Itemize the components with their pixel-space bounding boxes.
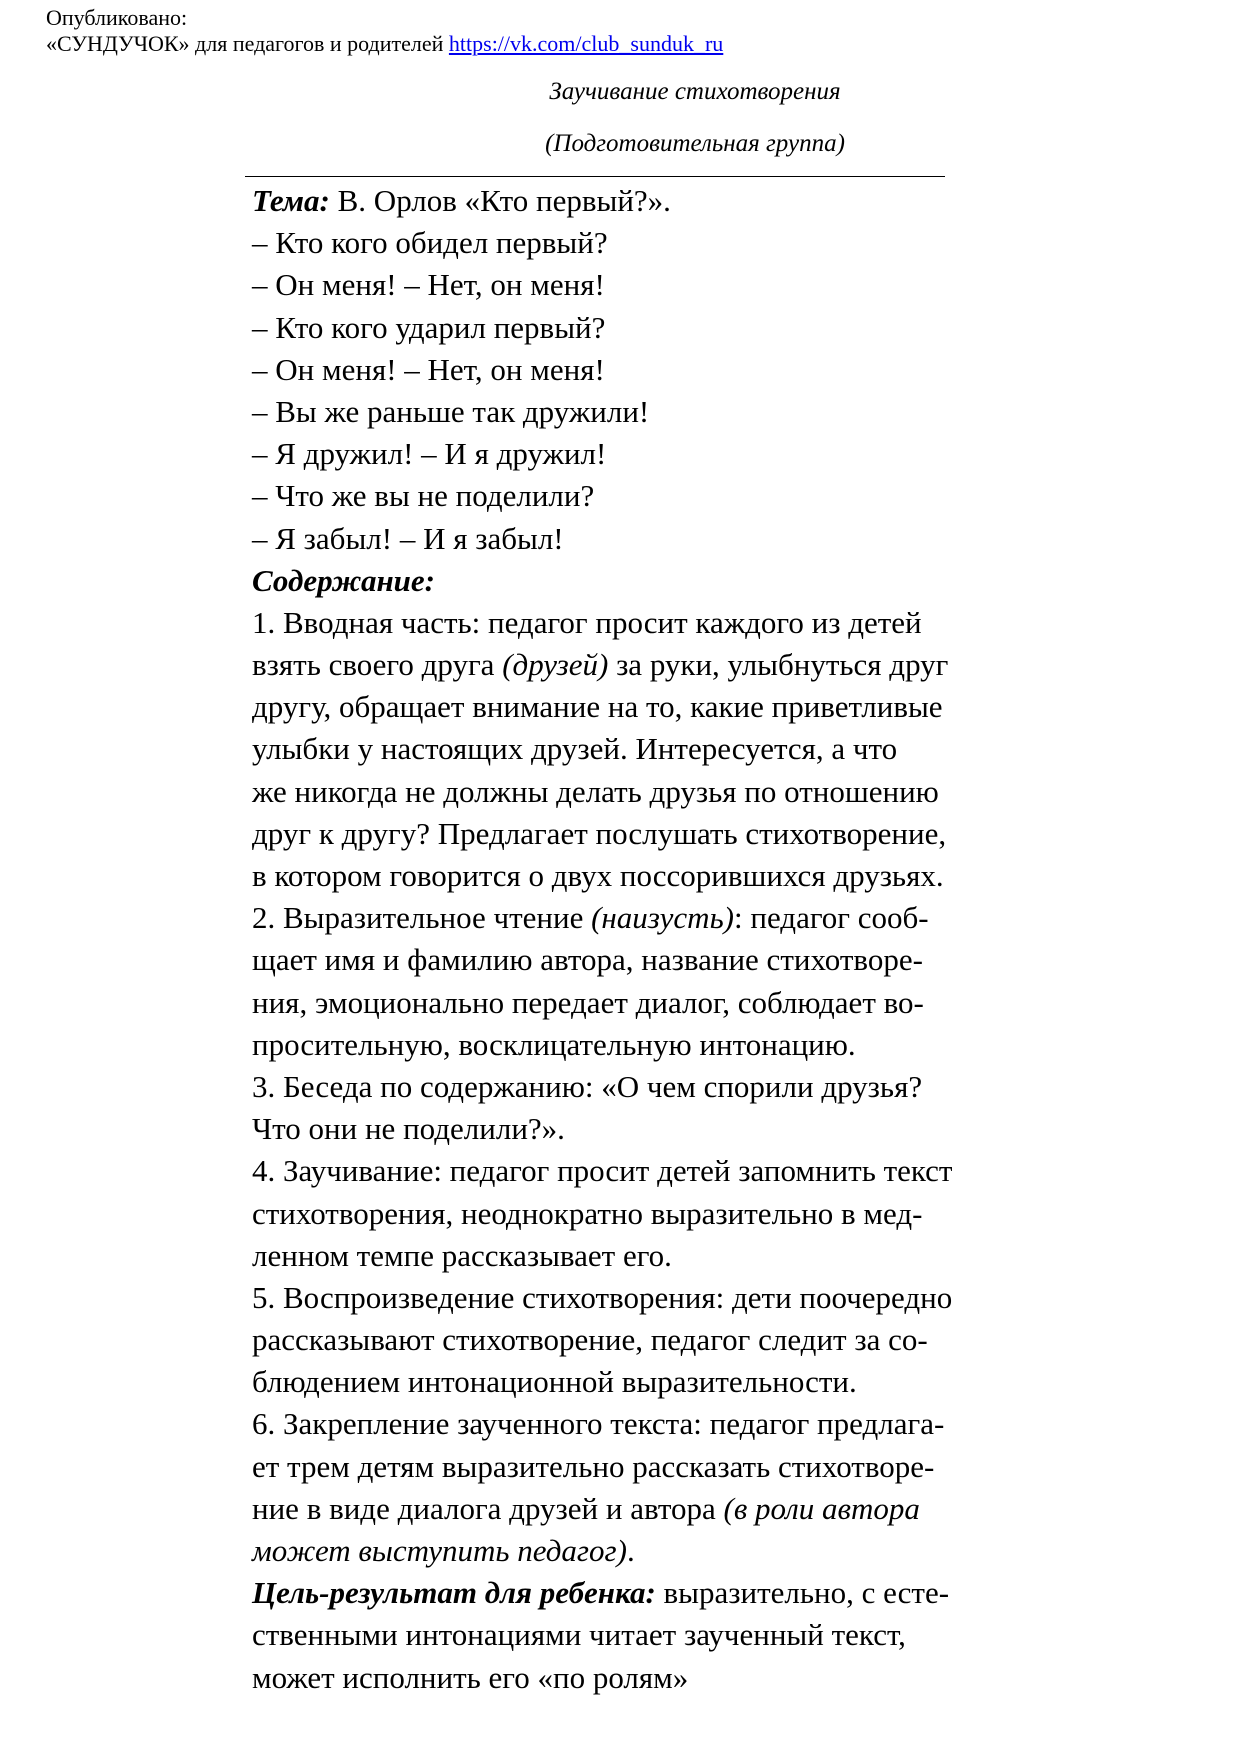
published-source: «СУНДУЧОК» для педагогов и родителей: [46, 31, 444, 56]
text-run: 2. Выразительное чтение: [252, 900, 592, 936]
published-label: Опубликовано:: [46, 5, 188, 30]
source-link[interactable]: https://vk.com/club_sunduk_ru: [448, 31, 724, 56]
step6-line: [252, 1488, 1012, 1530]
poem-line: – Он меня! – Нет, он меня!: [252, 267, 605, 303]
step2-line: ния, эмоционально передает диалог, соблюдает во-: [252, 984, 924, 1020]
step5-line: рассказывают стихотворение, педагог следит за со-: [252, 1322, 928, 1358]
step1-line: в котором говорится о двух поссорившихся друзьях.: [252, 858, 944, 893]
step2-line: [252, 897, 1012, 939]
step6-line: ет трем детям выразительно рассказать стихотворе-: [252, 1448, 935, 1484]
step1-line: же никогда не должны делать друзья по отношению: [252, 773, 939, 809]
text-run: взять своего друга: [252, 647, 503, 683]
poem-line: – Вы же раньше так дружили!: [252, 393, 650, 429]
published-source-line: [46, 30, 723, 58]
italic-run: (в роли автора: [723, 1490, 920, 1526]
text-run: ние в виде диалога друзей и автора: [252, 1490, 724, 1526]
result-line: ственными интонациями читает заученный текст,: [252, 1617, 906, 1653]
step6-line: [252, 1530, 1012, 1572]
step5-line: 5. Воспроизведение стихотворения: дети поочередно: [252, 1279, 953, 1315]
poem-line: – Что же вы не поделили?: [252, 478, 595, 514]
poem-line: – Кто кого ударил первый?: [252, 309, 606, 345]
topic-line: [252, 180, 1012, 222]
content-heading: Содержание:: [252, 562, 435, 598]
step1-line: 1. Вводная часть: педагог просит каждого из детей: [252, 604, 922, 640]
group-subtitle: (Подготовительная группа): [545, 130, 845, 157]
result-line: [252, 1572, 1012, 1614]
poem-line: – Он меня! – Нет, он меня!: [252, 351, 605, 387]
text-run: выразительно, с есте-: [655, 1575, 950, 1611]
step1-line: [252, 644, 1012, 686]
topic-text: В. Орлов «Кто первый?».: [329, 183, 671, 218]
step4-line: 4. Заучивание: педагог просит детей запомнить текст: [252, 1153, 953, 1189]
topic-label: Тема:: [252, 183, 330, 218]
result-label: Цель-результат для ребенка:: [252, 1575, 656, 1611]
poem-line: – Я забыл! – И я забыл!: [252, 520, 564, 556]
italic-run: (друзей): [502, 647, 609, 683]
text-run: : педагог сооб-: [734, 900, 929, 936]
page-title: Заучивание стихотворения: [549, 78, 841, 105]
lesson-body: [252, 180, 1012, 1699]
poem-line: – Кто кого обидел первый?: [252, 225, 608, 261]
italic-run: может выступить педагог): [252, 1533, 627, 1568]
step4-line: ленном темпе рассказывает его.: [252, 1237, 672, 1273]
step3-line: 3. Беседа по содержанию: «О чем спорили друзья?: [252, 1068, 923, 1104]
step5-line: блюдением интонационной выразительности.: [252, 1364, 857, 1400]
italic-run: (наизусть): [591, 900, 734, 936]
step4-line: стихотворения, неоднократно выразительно в мед-: [252, 1195, 923, 1231]
step2-line: просительную, восклицательную интонацию.: [252, 1026, 856, 1062]
divider: [245, 176, 945, 177]
step1-line: друг к другу? Предлагает послушать стихотворение,: [252, 815, 947, 851]
step1-line: улыбки у настоящих друзей. Интересуется, а что: [252, 731, 898, 767]
step2-line: щает имя и фамилию автора, название стихотворе-: [252, 942, 923, 978]
poem-line: – Я дружил! – И я дружил!: [252, 436, 607, 472]
result-line: может исполнить его «по ролям»: [252, 1659, 689, 1695]
step3-line: Что они не поделили?».: [252, 1111, 565, 1147]
text-run: .: [626, 1533, 635, 1568]
step6-line: 6. Закрепление заученного текста: педагог предлага-: [252, 1406, 945, 1442]
step1-line: другу, обращает внимание на то, какие приветливые: [252, 689, 943, 725]
text-run: за руки, улыбнуться друг: [608, 647, 949, 683]
